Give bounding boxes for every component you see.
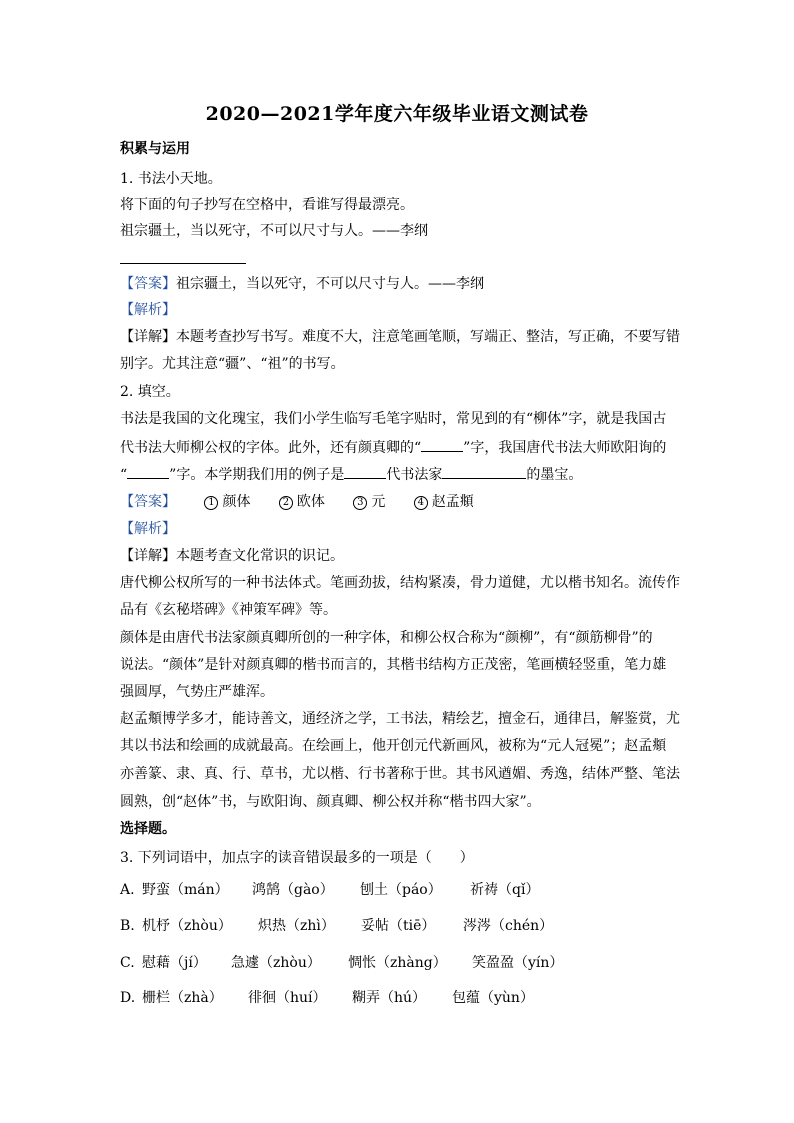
- q2-line3-text-c: 代书法家: [386, 467, 443, 483]
- detail-tag: 【详解】: [120, 548, 176, 564]
- answer-item-text: 欧体: [296, 494, 325, 510]
- option-word: 笑盈盈（yín）: [472, 955, 564, 971]
- option-label: D.: [120, 990, 136, 1006]
- q2-line3-text-a: “: [120, 467, 128, 483]
- option-word: 包蕴（yùn）: [452, 990, 534, 1006]
- section-heading-choice: 选择题。: [120, 821, 176, 837]
- option-word: 炽热（zhì）: [258, 918, 335, 934]
- option-word: 惆怅（zhàng）: [348, 955, 447, 971]
- q2-analysis-tag: 【解析】: [120, 521, 176, 537]
- fill-blank[interactable]: [127, 464, 169, 479]
- circled-number-4: 4: [414, 496, 428, 510]
- circled-number-1: 1: [204, 496, 218, 510]
- q3-option-d[interactable]: [120, 989, 534, 1007]
- q1-answer-blank: [120, 263, 246, 264]
- q2-para2-line3: 强圆厚，气势庄严雄浑。: [120, 684, 274, 700]
- q2-para1-line1: 唐代柳公权所写的一种书法体式。笔画劲拔，结构紧凑，骨力道健，尤以楷书知名。流传作: [120, 575, 680, 591]
- answer-item-3: [353, 493, 385, 511]
- option-word: 妥帖（tiē）: [361, 918, 436, 934]
- q2-para2-line1: 颜体是由唐代书法家颜真卿所创的一种字体，和柳公权合称为“颜柳”，有“颜筋柳骨”的: [120, 630, 653, 646]
- q1-sentence: 祖宗疆土，当以死守，不可以尺寸与人。——李纲: [120, 223, 428, 239]
- option-word: 鸿鹄（gào）: [252, 882, 334, 898]
- q3-option-a[interactable]: [120, 881, 539, 899]
- answer-text: 祖宗疆土，当以死守，不可以尺寸与人。——李纲: [176, 276, 484, 292]
- fill-blank[interactable]: [421, 437, 463, 452]
- option-label: A.: [120, 882, 135, 898]
- detail-tag: 【详解】: [120, 329, 176, 345]
- option-word: 野蛮（mán）: [142, 882, 229, 898]
- option-word: 急遽（zhòu）: [231, 955, 321, 971]
- answer-item-2: [279, 493, 325, 511]
- q1-instruction: 将下面的句子抄写在空格中，看谁写得最漂亮。: [120, 197, 414, 213]
- q1-detail-line2: 别字。尤其注意“疆”、“祖”的书写。: [120, 356, 345, 372]
- q3-option-c[interactable]: [120, 954, 563, 972]
- section-heading-accumulation: 积累与运用: [120, 141, 190, 157]
- q2-para2-line2: 说法。“颜体”是针对颜真卿的楷书而言的，其楷书结构方正茂密，笔画横轻竖重，笔力雄: [120, 657, 667, 673]
- option-word: 慰藉（jí）: [142, 955, 207, 971]
- answer-item-text: 元: [371, 494, 386, 510]
- q2-answer: [120, 493, 474, 511]
- q2-para3-line1: 赵孟頫博学多才，能诗善文，通经济之学，工书法，精绘艺，擅金石，通律吕，解鉴赏，尤: [120, 711, 680, 727]
- fill-blank[interactable]: [442, 464, 526, 479]
- option-word: 糊弄（hú）: [352, 990, 427, 1006]
- q1-detail-line1: [120, 328, 680, 346]
- detail-text: 本题考查文化常识的识记。: [176, 548, 344, 564]
- q2-para3-line4: 圆熟，创“赵体”书，与欧阳询、颜真卿、柳公权并称“楷书四大家”。: [120, 794, 541, 810]
- q2-stem: 2. 填空。: [120, 384, 180, 400]
- q1-stem: 1. 书法小天地。: [120, 171, 222, 187]
- answer-tag: 【答案】: [120, 276, 176, 292]
- q2-line1: 书法是我国的文化瑰宝，我们小学生临写毛笔字贴时，常见到的有“柳体”字，就是我国古: [120, 411, 667, 427]
- option-word: 祈祷（qǐ）: [470, 882, 540, 898]
- answer-item-4: [414, 493, 474, 511]
- q2-line2-text-b: ”字，我国唐代书法大师欧阳询的: [463, 440, 667, 456]
- option-label: C.: [120, 955, 135, 971]
- q2-line3: [120, 464, 582, 484]
- q2-detail: [120, 547, 344, 565]
- option-word: 栅栏（zhà）: [142, 990, 223, 1006]
- q2-para3-line3: 亦善篆、隶、真、行、草书，尤以楷、行书著称于世。其书风遒媚、秀逸，结体严整、笔法: [120, 766, 680, 782]
- answer-item-text: 赵孟頫: [431, 494, 474, 510]
- answer-item-text: 颜体: [222, 494, 251, 510]
- fill-blank[interactable]: [344, 464, 386, 479]
- q2-line2-text-a: 代书法大师柳公权的字体。此外，还有颜真卿的“: [120, 440, 422, 456]
- q1-analysis-tag: 【解析】: [120, 302, 176, 318]
- q2-line3-text-d: 的墨宝。: [526, 467, 583, 483]
- q3-stem: 3. 下列词语中，加点字的读音错误最多的一项是（ ）: [120, 850, 474, 866]
- answer-item-1: [204, 493, 250, 511]
- answer-tag: 【答案】: [120, 494, 176, 510]
- option-word: 涔涔（chén）: [463, 918, 554, 934]
- circled-number-3: 3: [353, 496, 367, 510]
- q2-line3-text-b: ”字。本学期我们用的例子是: [169, 467, 345, 483]
- page-title: 2020—2021学年度六年级毕业语文测试卷: [205, 103, 589, 125]
- option-word: 刨土（páo）: [360, 882, 442, 898]
- circled-number-2: 2: [279, 496, 293, 510]
- option-label: B.: [120, 918, 135, 934]
- q2-para3-line2: 其以书法和绘画的成就最高。在绘画上，他开创元代新画风，被称为“元人冠冕”；赵孟頫: [120, 738, 667, 754]
- q2-line2: [120, 437, 666, 457]
- detail-text: 本题考查抄写书写。难度不大，注意笔画笔顺，写端正、整洁，写正确，不要写错: [176, 329, 680, 345]
- q3-option-b[interactable]: [120, 917, 553, 935]
- q1-answer: [120, 275, 484, 293]
- option-word: 机杼（zhòu）: [142, 918, 232, 934]
- option-word: 徘徊（huí）: [248, 990, 327, 1006]
- q2-para1-line2: 品有《玄秘塔碑》《神策军碑》等。: [120, 602, 337, 618]
